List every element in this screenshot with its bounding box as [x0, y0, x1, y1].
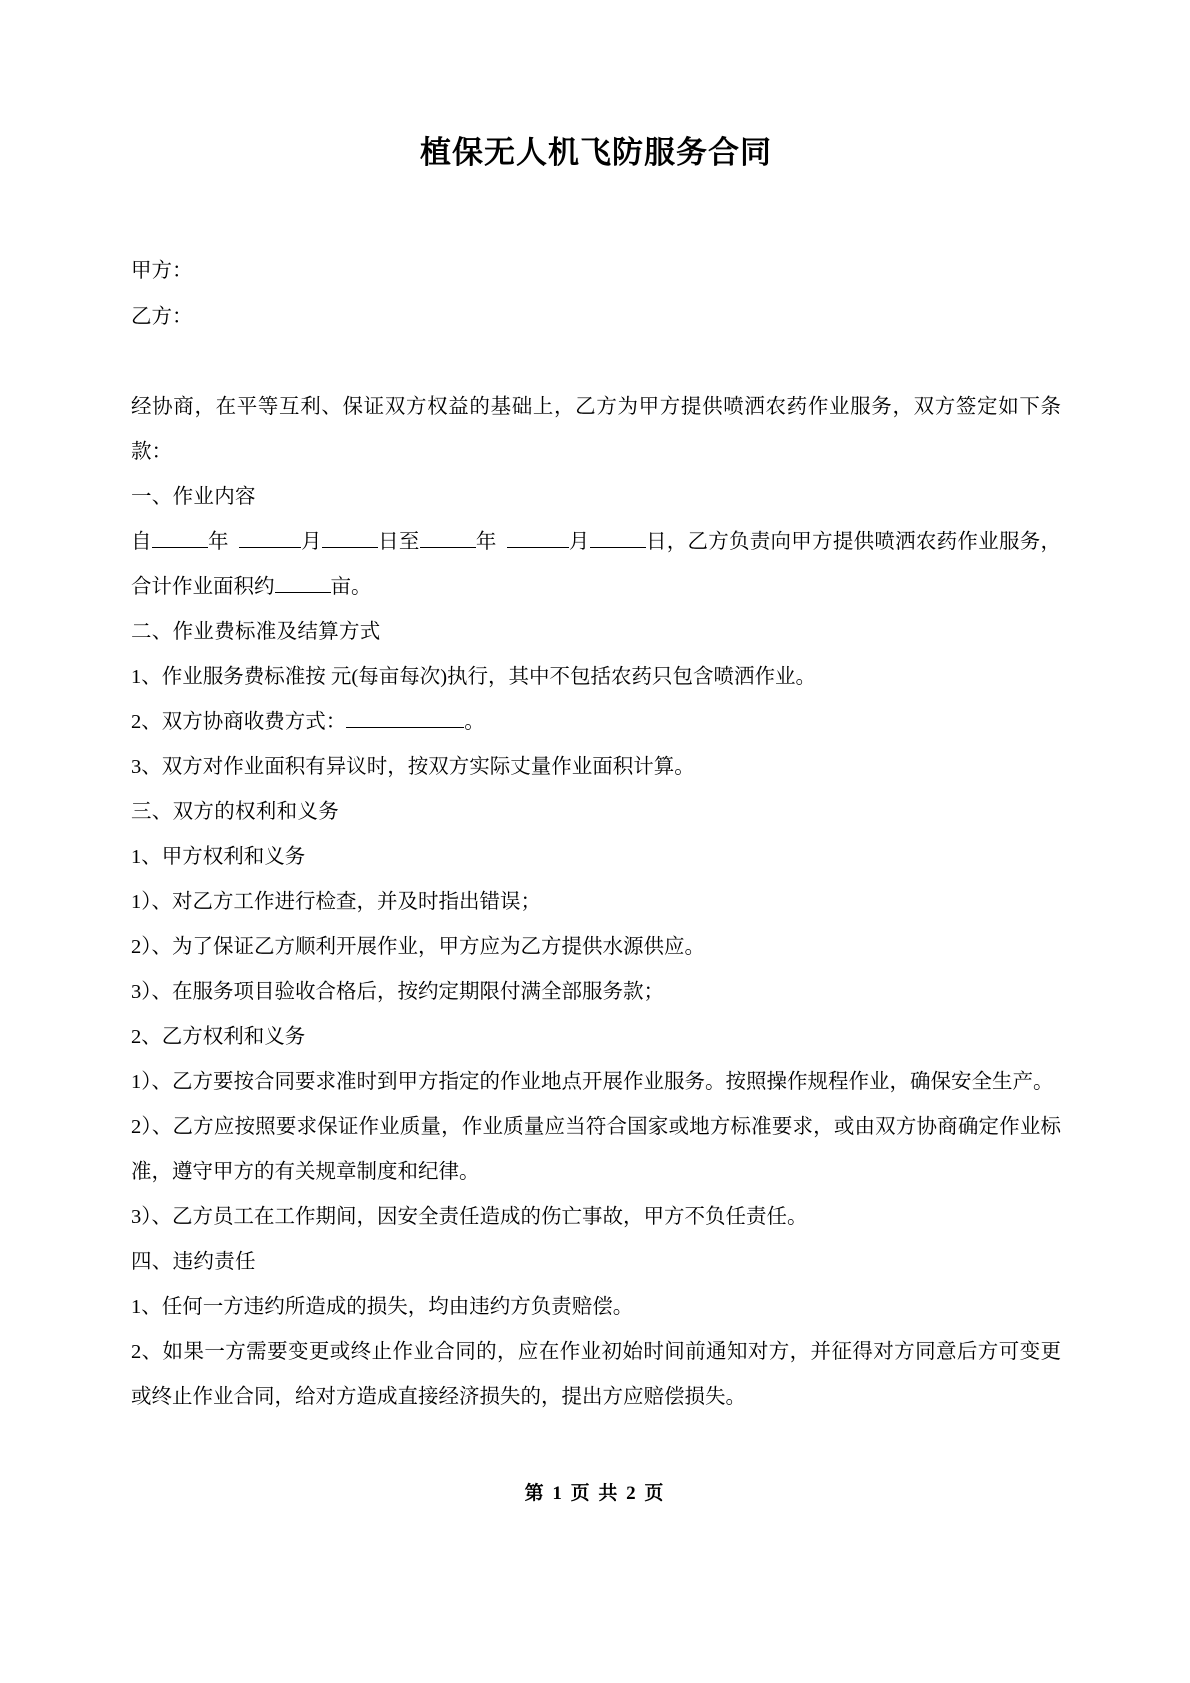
clause-segment: 月 — [568, 531, 590, 554]
document-body — [131, 385, 1061, 1420]
clause-party-b-2: 2）、乙方应按照要求保证作业质量，作业质量应当符合国家或地方标准要求，或由双方协商确定作业标准，遵守甲方的有关规章制度和纪律。 — [131, 1116, 1061, 1184]
page-title: 植保无人机飞防服务合同 — [420, 135, 772, 170]
clause-segment: 月 — [300, 531, 322, 554]
clause-party-b-rights-heading: 2、乙方权利和义务 — [131, 1026, 306, 1049]
clause-segment: 自 — [131, 531, 152, 554]
clause-segment: 日至 — [377, 531, 420, 554]
clause-party-b-3: 3）、乙方员工在工作期间，因安全责任造成的伤亡事故，甲方不负任责任。 — [131, 1206, 808, 1229]
section-heading-2: 二、作业费标准及结算方式 — [131, 621, 381, 644]
clause-party-a-rights-heading: 1、甲方权利和义务 — [131, 846, 306, 869]
clause-party-a-3: 3）、在服务项目验收合格后，按约定期限付满全部服务款； — [131, 981, 664, 1004]
year-blank-start — [152, 547, 208, 548]
day-blank-end — [590, 547, 646, 548]
clause-party-a-2: 2）、为了保证乙方顺利开展作业，甲方应为乙方提供水源供应。 — [131, 936, 705, 959]
clause-segment: 2、双方协商收费方式： — [131, 711, 347, 734]
month-blank-end — [507, 547, 569, 548]
clause-segment: 日，乙方负责向甲方提供喷洒农药作业服务，合计作业面积约 — [131, 531, 1061, 599]
clause-area-dispute: 3、双方对作业面积有异议时，按双方实际丈量作业面积计算。 — [131, 756, 695, 779]
party-a-label: 甲方： — [131, 260, 193, 283]
parties-block — [131, 248, 1061, 340]
clause-payment-method — [131, 700, 1061, 745]
party-b-label: 乙方： — [131, 306, 193, 329]
day-blank-start — [322, 547, 378, 548]
clause-party-a-1: 1）、对乙方工作进行检查，并及时指出错误； — [131, 891, 541, 914]
section-heading-4: 四、违约责任 — [131, 1251, 256, 1274]
document-content — [131, 0, 1061, 1420]
preamble-paragraph: 经协商，在平等互利、保证双方权益的基础上，乙方为甲方提供喷洒农药作业服务，双方签定如下条款： — [131, 396, 1061, 464]
clause-party-b-1: 1）、乙方要按合同要求准时到甲方指定的作业地点开展作业服务。按照操作规程作业，确保安全生产。 — [131, 1071, 1054, 1094]
clause-segment: 年 — [475, 531, 497, 554]
clause-breach-2: 2、如果一方需要变更或终止作业合同的，应在作业初始时间前通知对方，并征得对方同意后方可变更或终止作业合同，给对方造成直接经济损失的，提出方应赔偿损失。 — [131, 1341, 1061, 1409]
section-heading-3: 三、双方的权利和义务 — [131, 801, 339, 824]
clause-segment: 年 — [207, 531, 229, 554]
clause-segment: 亩。 — [330, 576, 372, 599]
year-blank-end — [420, 547, 476, 548]
payment-method-blank — [346, 727, 464, 728]
section-heading-1: 一、作业内容 — [131, 486, 256, 509]
page-footer: 第 1 页 共 2 页 — [524, 1483, 666, 1504]
clause-work-period — [131, 520, 1061, 610]
month-blank-start — [239, 547, 301, 548]
area-blank — [275, 592, 331, 593]
clause-segment: 。 — [464, 711, 485, 734]
clause-breach-1: 1、任何一方违约所造成的损失，均由违约方负责赔偿。 — [131, 1296, 634, 1319]
clause-fee-standard: 1、作业服务费标准按 元(每亩每次)执行，其中不包括农药只包含喷洒作业。 — [131, 666, 817, 689]
